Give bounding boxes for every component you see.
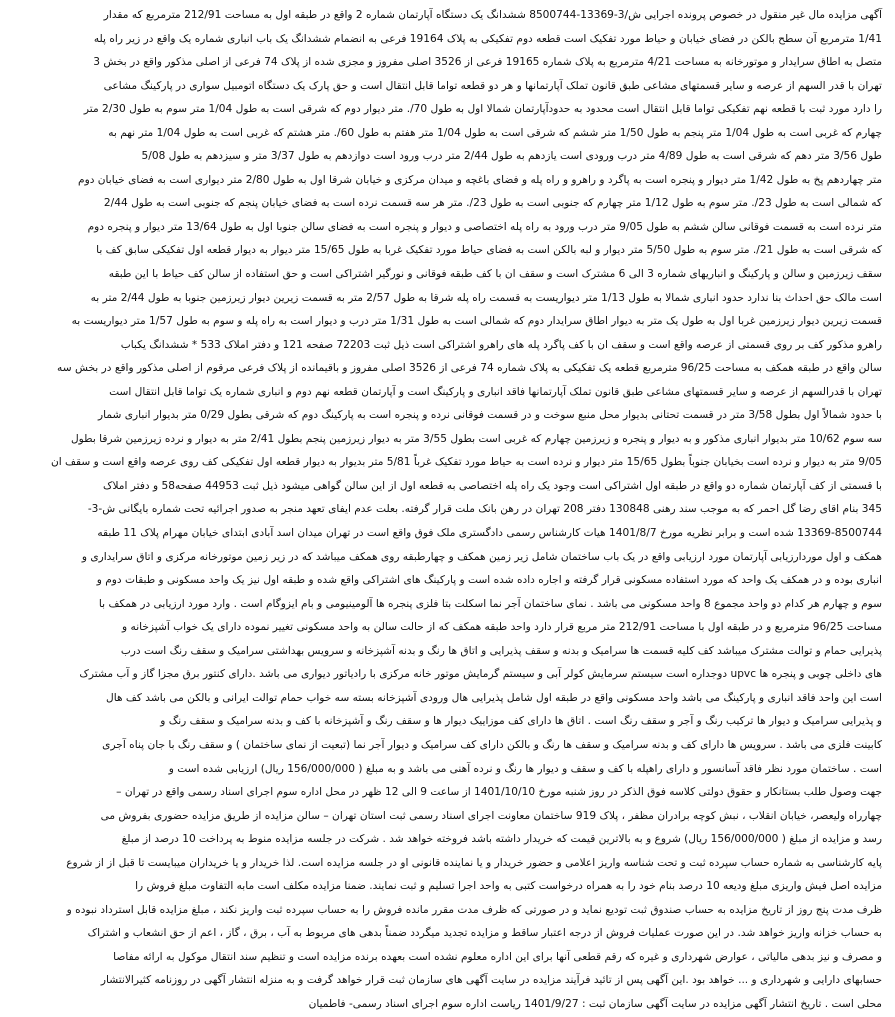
notice-line: پذیرایی حمام و توالت مشترک میباشد کف کلیه قسمت ها سرامیک و بدنه و سقف پذیرایی و اتاق ها رنگ و بدنه آشپزخانه و سرویس بهداشتی سرامیک و سقف رنگ است درب [120,644,882,657]
notice-line: های داخلی چوبی و پنجره ها upvc دوجداره است سیستم سرمایش کولر آبی و سیستم گرمایش موتور خانه مرکزی با رادیاتور دیواری می باشد .دارای کنتور برق مجزا گاز و آب مشترک [79,668,882,681]
notice-line: حسابهای دارایی و شهرداری و ... خواهد بود .این آگهی پس از تائید فرآیند مزایده در سایت آگهی های سازمان ثبت قرار خواهد گرفت و به منزله انتشار آگهی در روزنامه کثیرالانتشار [100,974,882,987]
notice-line: آگهی مزایده مال غیر منقول در خصوص پرونده اجرایی ش/3-13369-8500744 ششدانگ یک دستگاه آپارتمان شماره 2 واقع در طبقه اول به مساحت 212/91 مترمربع که مقدار [103,9,882,21]
notice-line: با حدود شمالاً اول بطول 3/58 متر در قسمت تحتانی بدیوار محل منبع سوخت و در قسمت فوقانی نرده و پنجره است به پارکینگ دوم که شرقی بطول 0/29 متر بدیوار انباری شمار [98,409,882,422]
notice-line: 1/41 مترمربع آن سطح بالکن در فضای خیابان و حیاط مورد تفکیک است قطعه دوم تفکیکی به پلاک 19164 فرعی به انضمام ششدانگ یک باب انباری شماره یک واقع در زیر راه پله [93,32,882,45]
notice-line: سالن واقع در طبقه همکف به مساحت 96/25 مترمربع قطعه یک تفکیکی به پلاک شماره 74 فرعی از 3526 اصلی مفروز و باقیمانده از پلاک فرعی مرقوم از اصلی مذکور واقع در بخش سه [57,362,882,375]
notice-line: متر چهاردهم پخ به طول 1/42 متر دیوار و پنجره است به پاگرد و راهرو و راه پله و فضای باغچه و میدان مرکزی و خیابان شرقا اول به طول 2/80 متر دیواری است به فضای خیابان دوم [78,173,882,186]
notice-line: که شرقی است به طول 21/. متر سوم به طول 5/50 متر دیوار و لبه بالکن است به فضای حیاط مورد تفکیک غربا به طول 15/65 متر دیوار به دیوار قطعه اول تفکیکی سابق کف با [96,244,882,257]
notice-line: چهارراه ولیعصر، خیابان انقلاب ، نبش کوچه برادران مظفر ، پلاک 919 ساختمان معاونت اجرای اسناد رسمی ثبت استان تهران – سالن مزایده از طریق مزایده حضوری بفروش می [100,809,882,822]
notice-line: متصل به اطاق سرایدار و موتورخانه به مساحت 4/21 مترمربع به پلاک شماره 19165 فرعی از 3526 اصلی مفروز و مجزی شده از پلاک 74 فرعی از اصلی مذکور واقع در بخش 3 [93,56,882,69]
notice-line: است مالک حق احداث بنا ندارد حدود انباری شمالا به طول 1/13 متر دیواریست به قسمت راه پله شرقا به طول 2/57 متر به قسمت زیرین دیوار زیرزمین جنوبا به طول 2/44 متر به [90,291,882,304]
notice-line: جهت وصول طلب بستانکار و حقوق دولتی کلاسه فوق الذکر در روز شنبه مورخ 1401/10/10 از ساعت 9 الی 12 ظهر در محل اداره سوم اجرای اسناد رسمی واقع در تهران – [116,786,882,799]
notice-line: پایه کارشناسی به شماره حساب سپرده ثبت و تحت شناسه واریز اعلامی و حضور خریدار و یا نماینده قانونی او در جلسه مزایده است. لذا خریدار و یا خریداران میبایست تا قبل از از شروع [66,856,882,869]
notice-line: 345 بنام اقای رضا گل احمر که به موجب سند رهنی 130848 دفتر 208 تهران در رهن بانک ملت قرار گرفته. بعلت عدم ایفای تعهد منجر به صدور اجرائیه تحت شماره بایگانی ش-3- [87,503,882,516]
notice-line: محلی است . تاریخ انتشار آگهی مزایده در سایت آگهی سازمان ثبت : 1401/9/27 ریاست اداره سوم اجرای اسناد رسمی- فاطمیان [308,997,882,1010]
notice-line: سه سوم 10/62 متر بدیوار انباری مذکور و به دیوار و پنجره و زیرزمین چهارم که غربی است بطول 3/55 متر به دیوار زیرزمین پنجم بطول 2/41 متر به دیوار و نرده زیرزمین شرقا بطول [70,432,882,445]
notice-line: مزایده اصل فیش واریزی مبلغ ودیعه 10 درصد بنام خود را به همراه درخواست کتبی به واحد اجرا تسلیم و ثبت نمایند. ضمنا مزایده مکلف است مابه التفاوت مبلغ فروش را [135,880,882,893]
notice-line: متر نرده است به قسمت فوقانی سالن ششم به طول 9/05 متر درب ورود به راه پله اختصاصی و دیوار و پنجره است به فضای سالن جنوبا اول به طول 13/64 متر دیوار و پنجره دوم [87,220,882,233]
notice-line: سقف زیرزمین و سالن و پارکینگ و انباریهای شماره 3 الی 6 مشترک است و سقف ان با کف طبقه فوقانی و نورگیر اشتراکی است و حق استفاده از سالن کف حیاط با این طبقه [108,268,882,281]
notice-line: 13369-8500744 شده است و برابر نظریه مورخ 1401/8/7 هیات کارشناس رسمی دادگستری ملک فوق واقع است در تهران میدان اسد آبادی ابتدای خیابان مهرام پلاک 11 طبقه [97,527,882,540]
notice-line: راهرو مذکور کف بر روی قسمتی از عرصه واقع است و سقف ان با کف پاگرد پله های راهرو اشتراکی است ذیل ثبت 72203 صفحه 121 و دفتر املاک 533 * ششدانگ یکباب [120,338,882,351]
notice-line: است این واحد فاقد انباری و پارکینگ می باشد واحد مسکونی واقع در طبقه اول شامل پذیرایی هال ورودی آشپزخانه بسته سه خواب حمام توالت ایرانی و بالکن می باشد کف هال [106,691,882,704]
notice-line: قسمت زیرین دیوار زیرزمین غربا اول به طول یک متر به دیوار اطاق سرایدار دوم که شمالی است به طول 1/31 متر درب و دیوار است به راه پله و سوم به طول 1/57 متر دیواریست به [71,315,882,328]
notice-line: طول 3/56 متر دهم که شرقی است به طول 4/89 متر درب ورودی است یازدهم به طول 2/44 متر درب ورود است دوازدهم به طول 3/37 متر و سیزدهم به طول 5/08 [141,150,882,163]
notice-line: که شمالی است به طول 23/. متر سوم به طول 1/12 متر چهارم که جنوبی است به طول 23/. متر هر سه قسمت نرده است به فضای خیابان پنجم که جنوبی است به طول 2/44 [103,197,882,210]
notice-line: و مصرف و نیز بدهی مالیاتی ، عوارض شهرداری و غیره که رقم قطعی آنها برای این اداره معلوم نشده است بعهده برنده مزایده است و تنظیم سند انتقال موکول به ارائه مفاصا [113,950,882,963]
notice-line: سوم و چهارم هر کدام دو واحد مجموع 8 واحد مسکونی می باشد . نمای ساختمان آجر نما اسکلت بتا فلزی پنجره ها آلومینیومی و بام ایزوگام است . وارد مورد ارزیابی در همکف با [98,597,882,610]
notice-line: تهران با قدر السهم از عرصه و سایر قسمتهای مشاعی طبق قانون تملک آپارتمانها و هر دو قطعه تواما قابل انتقال است و حق پارک یک دستگاه اتومبیل سواری در پارکینگ مشاعی [103,79,882,92]
notice-line: رسد و مزایده از مبلغ ( 156/000/000 ریال) شروع و به بالاترین قیمت که خریدار داشته باشد فروخته خواهد شد . شرکت در جلسه مزایده منوط به پرداخت 10 درصد از مبلغ [121,833,882,846]
notice-line: کابینت فلزی می باشد . سرویس ها دارای کف و بدنه سرامیک و سقف ها رنگ و بالکن دارای کف سرامیک و دیوار آجر نما (تبعیت از نمای ساختمان ) و سقف رنگ با جان پناه آجری [102,738,882,751]
notice-line: همکف و اول موردارزیابی آپارتمان مورد ارزیابی واقع در یک باب ساختمان شامل زیر زمین همکف و چهارطبقه روی همکف میباشد که در زیر زمین موتورخانه مرکزی و اتاق سرایداری و [81,550,882,563]
notice-line: و پذیرایی سرامیک و دیوار ها ترکیب رنگ و آجر و سقف رنگ است . اتاق ها دارای کف موزاییک دیوار ها و سقف رنگ و آشپزخانه با کف و بدنه سرامیک و سقف رنگ و [160,715,882,728]
notice-line: مساحت 96/25 مترمربع و در طبقه اول با مساحت 212/91 متر مربع قرار دارد واحد طبقه همکف که از حالت سالن به واحد مسکونی تغییر نموده دارای یک خواب آشپزخانه و [122,621,882,634]
notice-line: با قسمتی از کف آپارتمان شماره دو واقع در طبقه اول اشتراکی است وجود یک راه پله اختصاصی به قطعه اول از این سالن گواهی میشود ذیل ثبت 44953 صفحه58 و دفتر املاک [103,479,882,492]
notice-line: است . ساختمان مورد نظر فاقد آسانسور و دارای راهپله با کف و سقف و دیوار ها رنگ و نرده آهنی می باشد و به مبلغ ( 156/000/000 ریال) ارزیابی شده است و [168,762,882,775]
notice-line: انباری بوده و در همکف یک واحد که مورد استفاده مسکونی قرار گرفته و اجاره داده شده است و پارکینگ های اشتراکی واقع شده و طبقه اول نیز یک واحد مسکونی و طبقات دوم و [96,574,882,587]
notice-line: تهران با قدرالسهم از عرصه و سایر قسمتهای مشاعی طبق قانون تملک آپارتمانها فاقد انباری و پارکینگ است و آپارتمان قطعه نهم دوم و انباری شماره یک تواما قابل انتقال است [109,385,882,398]
notice-line: را دارد مورد ثبت با قطعه نهم تفکیکی تواما قابل انتقال است محدود به حدودآپارتمان شمالا اول به طول 70/. متر دیوار دوم که شرقی است به طول 1/04 متر سوم به طول 2/30 متر [83,103,882,116]
notice-line: چهارم که غربی است به طول 1/04 متر پنجم به طول 1/50 متر ششم که شرقی است به طول 1/04 متر هفتم به طول 60/. متر هشتم که غربی است به طول 1/04 متر نهم به [108,126,882,139]
auction-notice-text [6,4,882,1010]
notice-line: به حساب خزانه واریز خواهد شد. در این صورت عملیات فروش از درجه اعتبار ساقط و مزایده تجدید میگردد ضمناً بدهی های مربوط به آب ، برق ، گاز ، اعم از حق انشعاب و اشتراک [87,927,882,940]
notice-line: ظرف مدت پنج روز از تاریخ مزایده به حساب صندوق ثبت تودیع نماید و در صورتی که ظرف مدت مقرر مانده فروش را به حساب سپرده ثبت واریز نکند ، مبلغ مزایده قابل استرداد نبوده و [66,903,882,916]
notice-line: 9/05 متر به دیوار و نرده است بخیابان جنوباً بطول 15/65 متر دیوار و نرده است به حیاط مورد تفکیک غرباً 5/81 متر بدیوار به دیوار قطعه اول تفکیکی کف روی عرصه واقع است و سقف ان [50,456,882,469]
